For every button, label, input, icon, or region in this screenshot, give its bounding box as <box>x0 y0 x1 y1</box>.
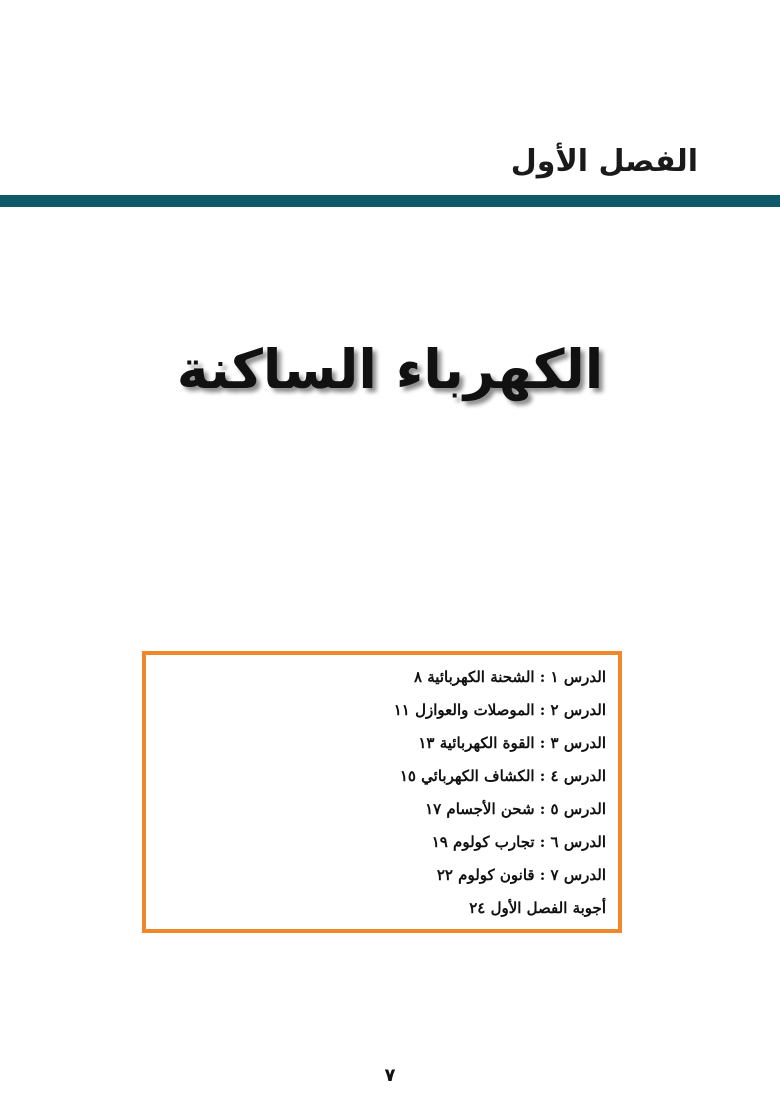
toc-item-lesson-6: الدرس ٦ : تجارب كولوم ١٩ <box>431 833 606 851</box>
toc-item-lesson-7: الدرس ٧ : قانون كولوم ٢٢ <box>436 866 606 884</box>
page-title: الكهرباء الساكنة <box>176 338 604 401</box>
toc-item-lesson-3: الدرس ٣ : القوة الكهربائية ١٣ <box>418 734 606 752</box>
toc-item-lesson-5: الدرس ٥ : شحن الأجسام ١٧ <box>425 800 606 818</box>
page-number: ٧ <box>384 1065 396 1086</box>
header-divider-bar <box>0 195 780 207</box>
toc-item-lesson-1: الدرس ١ : الشحنة الكهربائية ٨ <box>413 668 606 686</box>
toc-item-lesson-2: الدرس ٢ : الموصلات والعوازل ١١ <box>393 701 606 719</box>
toc-item-answers: أجوبة الفصل الأول ٢٤ <box>469 899 606 917</box>
chapter-label: الفصل الأول <box>510 144 698 179</box>
toc-list <box>146 655 618 925</box>
toc-item-lesson-4: الدرس ٤ : الكشاف الكهربائي ١٥ <box>399 767 606 785</box>
table-of-contents <box>142 651 622 933</box>
